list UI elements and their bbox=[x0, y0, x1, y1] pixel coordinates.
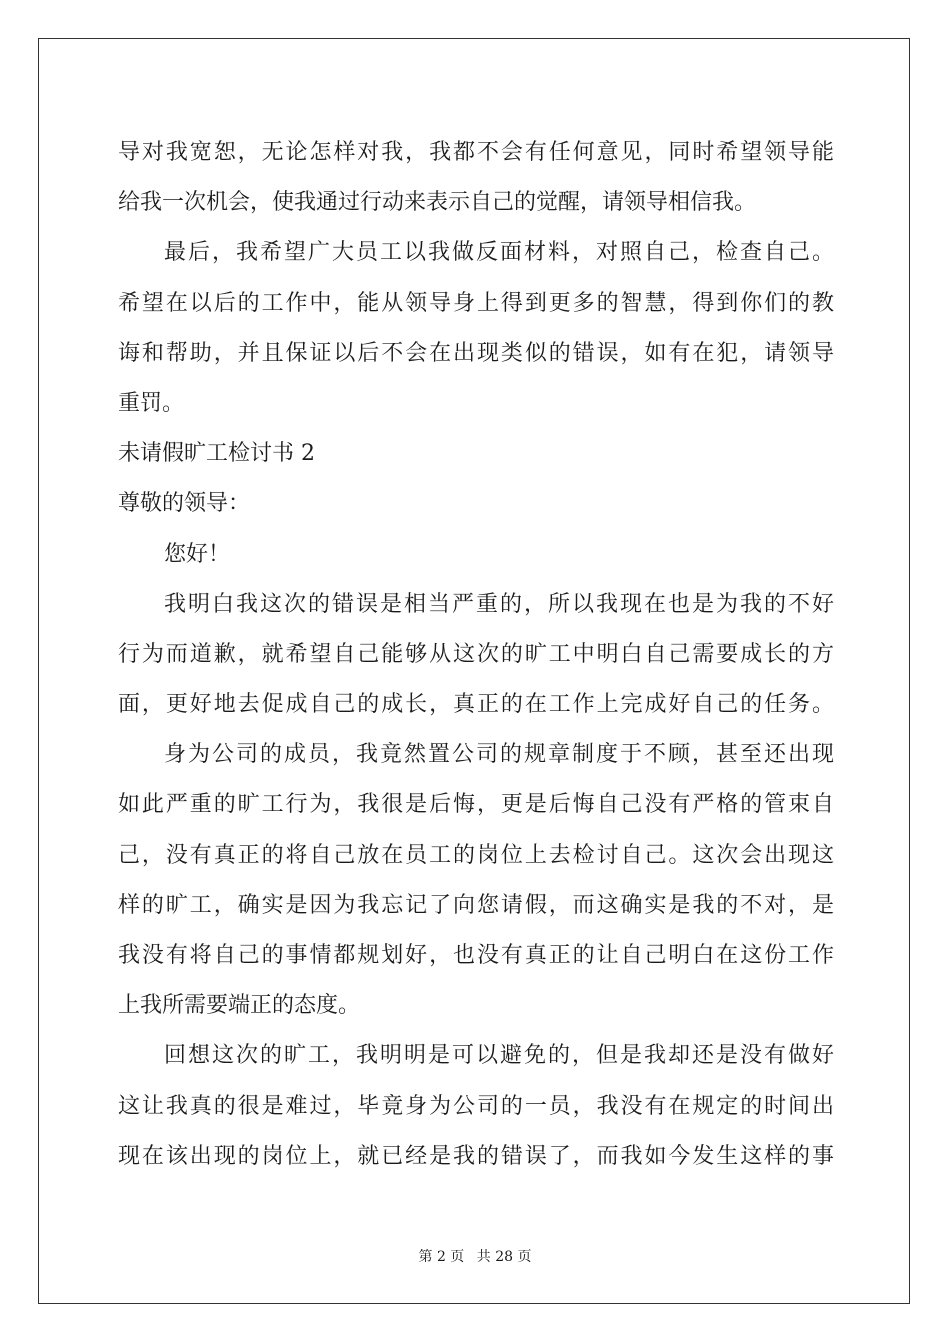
text-line: 上我所需要端正的态度。 bbox=[118, 993, 361, 1019]
page-number: 第 2 页 bbox=[418, 1249, 465, 1265]
text-line: 这让我真的很是难过，毕竟身为公司的一员，我没有在规定的时间出 bbox=[118, 1093, 834, 1119]
text-line: 重罚。 bbox=[118, 390, 185, 416]
text-line: 身为公司的成员，我竟然置公司的规章制度于不顾，甚至还出现 bbox=[164, 742, 834, 768]
text-line: 我明白我这次的错误是相当严重的，所以我现在也是为我的不好 bbox=[164, 591, 834, 617]
text-line: 最后，我希望广大员工以我做反面材料，对照自己，检查自己。 bbox=[164, 240, 834, 266]
text-line: 己，没有真正的将自己放在员工的岗位上去检讨自己。这次会出现这 bbox=[118, 842, 834, 868]
text-line: 您好！ bbox=[164, 541, 231, 567]
text-line: 未请假旷工检讨书 2 bbox=[118, 441, 315, 467]
page-footer bbox=[0, 1246, 950, 1266]
text-line: 样的旷工，确实是因为我忘记了向您请假，而这确实是我的不对，是 bbox=[118, 892, 834, 918]
text-line: 现在该出现的岗位上，就已经是我的错误了，而我如今发生这样的事 bbox=[118, 1143, 834, 1169]
text-line: 给我一次机会，使我通过行动来表示自己的觉醒，请领导相信我。 bbox=[118, 190, 757, 216]
page-total: 共 28 页 bbox=[476, 1249, 532, 1265]
text-line: 尊敬的领导： bbox=[118, 491, 251, 517]
text-line: 面，更好地去促成自己的成长，真正的在工作上完成好自己的任务。 bbox=[118, 692, 834, 718]
document-body bbox=[118, 128, 834, 1182]
text-line: 我没有将自己的事情都规划好，也没有真正的让自己明白在这份工作 bbox=[118, 943, 834, 968]
text-line: 希望在以后的工作中，能从领导身上得到更多的智慧，得到你们的教 bbox=[118, 290, 834, 316]
text-line: 导对我宽恕，无论怎样对我，我都不会有任何意见，同时希望领导能 bbox=[118, 140, 834, 165]
text-line: 如此严重的旷工行为，我很是后悔，更是后悔自己没有严格的管束自 bbox=[118, 792, 834, 818]
text-line: 诲和帮助，并且保证以后不会在出现类似的错误，如有在犯，请领导 bbox=[118, 340, 834, 366]
text-line: 回想这次的旷工，我明明是可以避免的，但是我却还是没有做好 bbox=[164, 1043, 834, 1069]
text-line: 行为而道歉，就希望自己能够从这次的旷工中明白自己需要成长的方 bbox=[118, 641, 834, 667]
